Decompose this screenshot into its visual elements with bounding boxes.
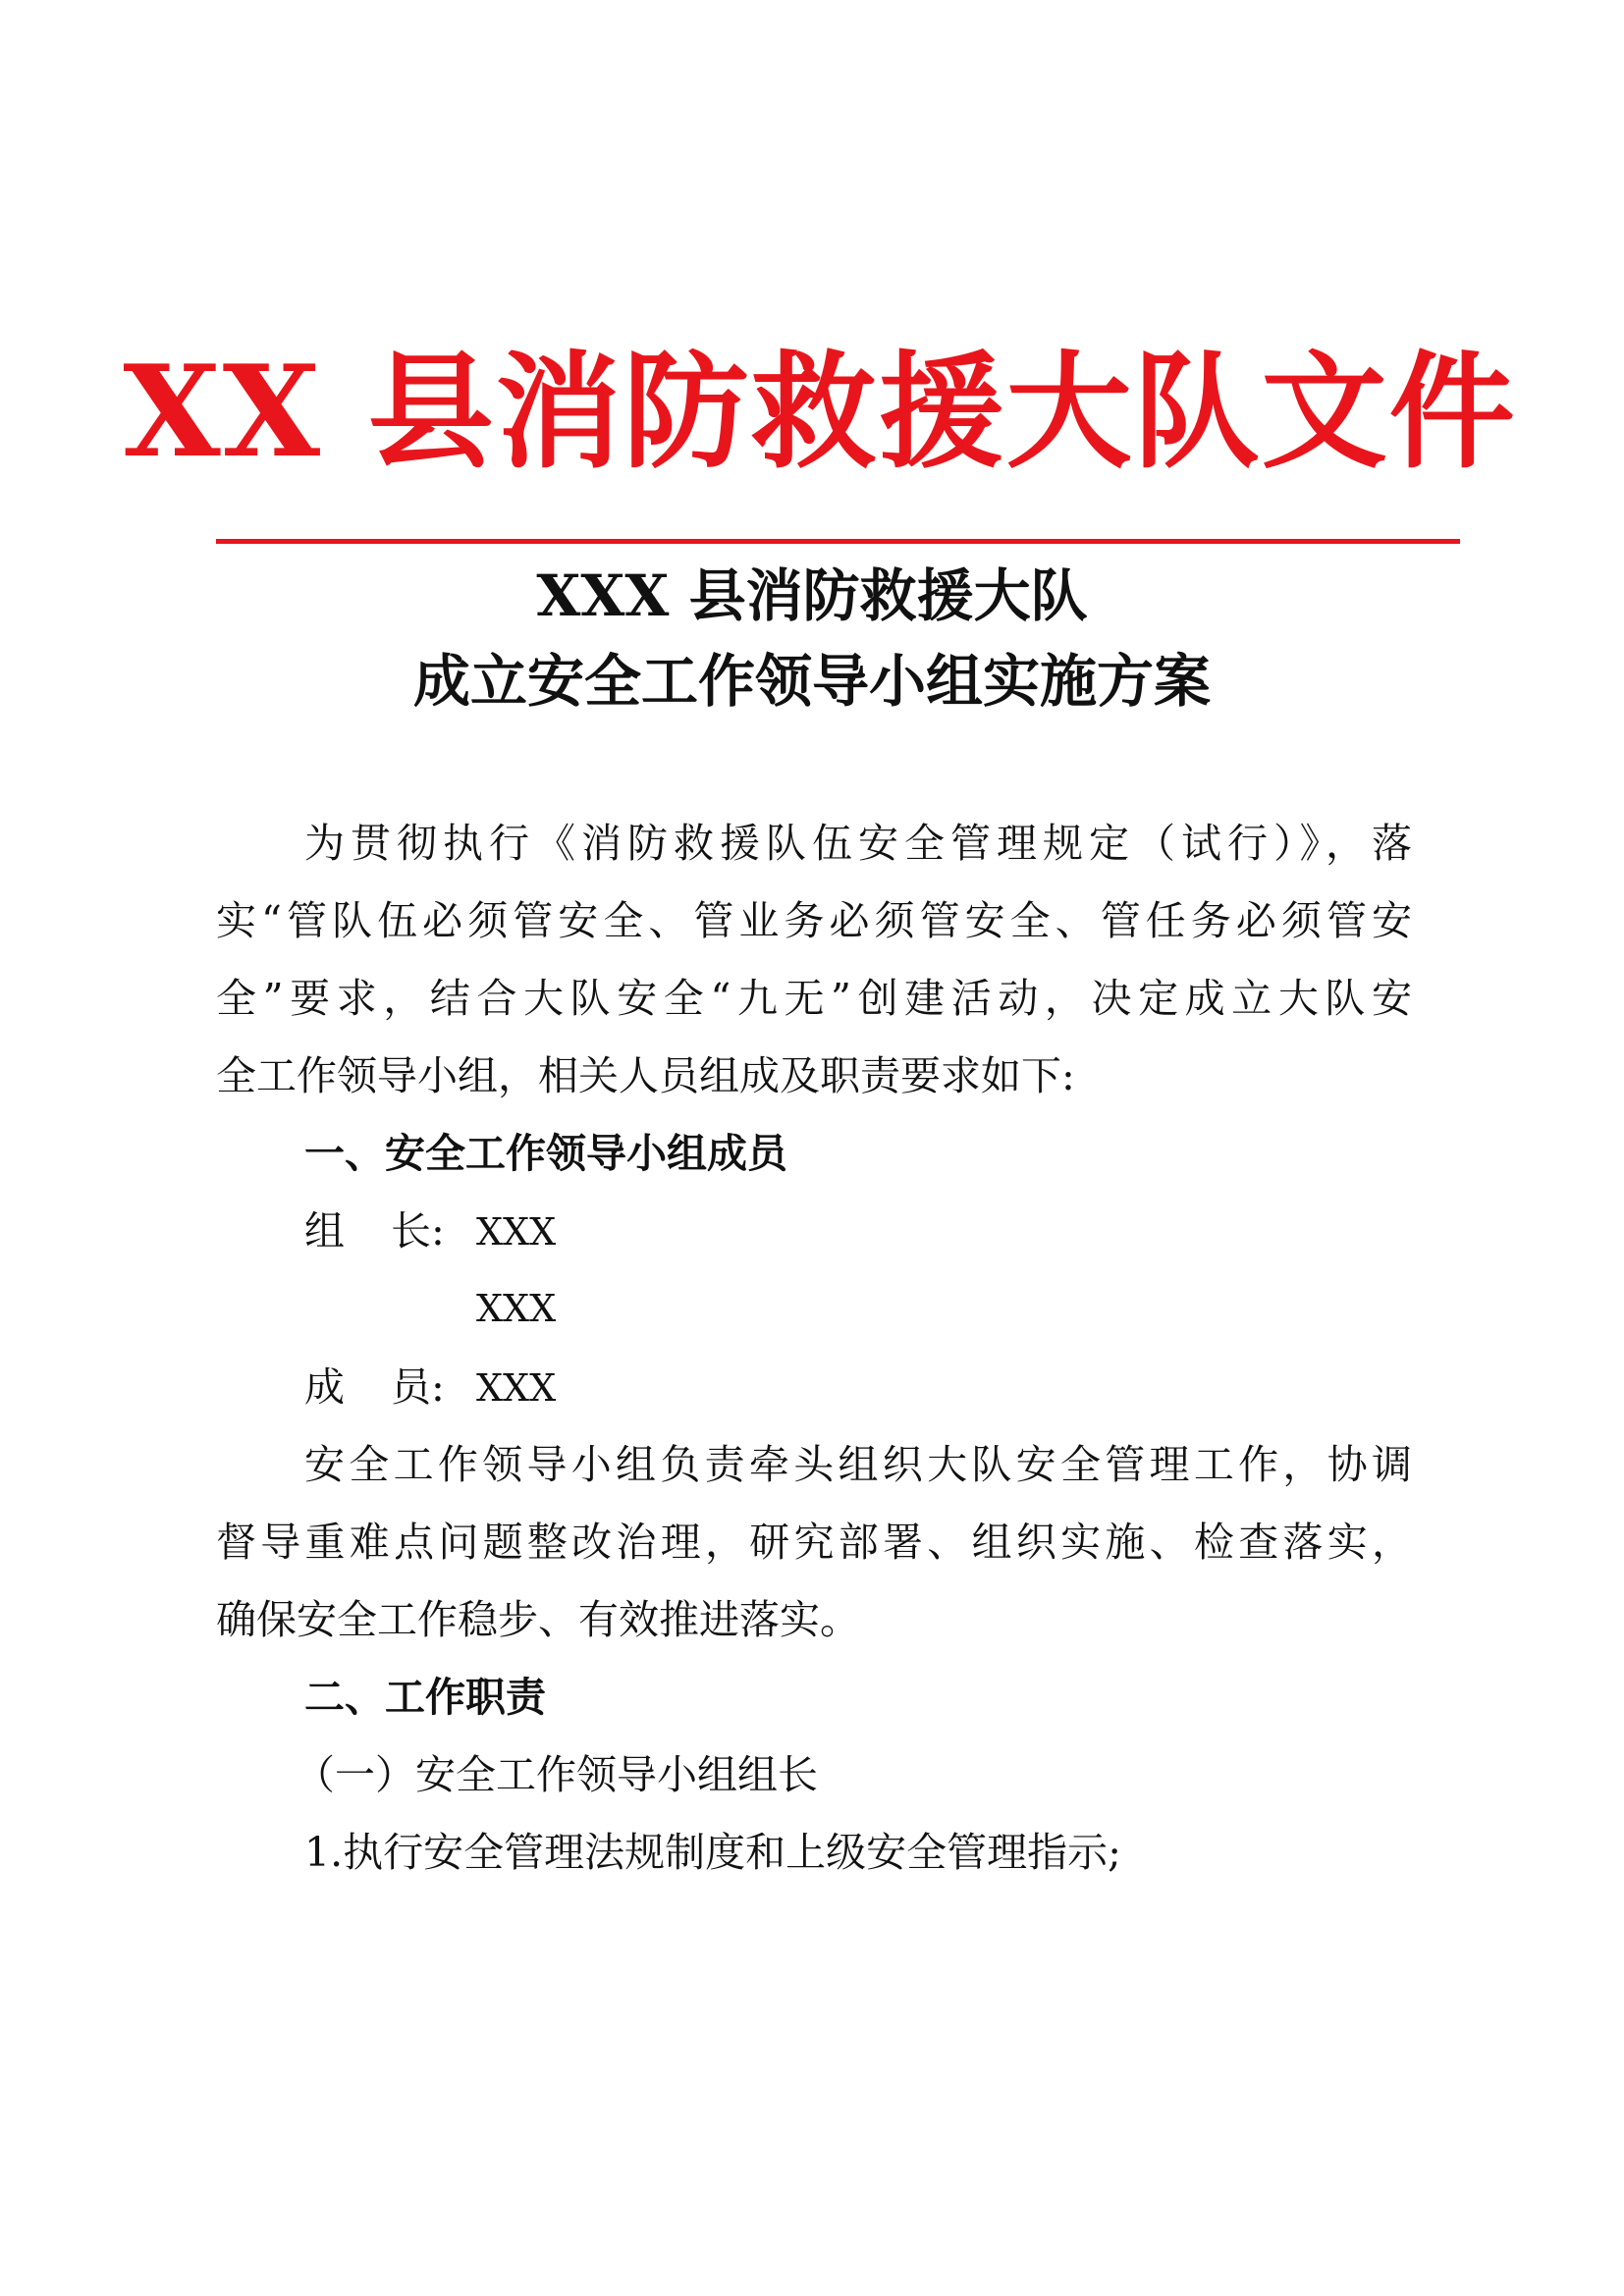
document-title-line-1: XXX 县消防救援大队 (536, 562, 1088, 629)
member-name: XXX (476, 1366, 557, 1410)
section-2-item-1: 1.执行安全管理法规制度和上级安全管理指示; (304, 1829, 1121, 1876)
document-masthead: XX 县消防救援大队文件 (123, 339, 1517, 486)
section-2-heading: 二、工作职责 (304, 1674, 546, 1721)
intro-line-4: 全工作领导小组，相关人员组成及职责要求如下: (216, 1052, 1075, 1099)
duty-line-1: 安全工作领导小组负责牵头组织大队安全管理工作，协调 (304, 1441, 1412, 1488)
leader-name-1: XXX (476, 1210, 557, 1254)
leader-label-char-2: 长: (391, 1207, 445, 1255)
intro-line-3: 全”要求，结合大队安全“九无”创建活动，决定成立大队安 (216, 975, 1412, 1022)
duty-line-3: 确保安全工作稳步、有效推进落实。 (216, 1596, 860, 1643)
intro-line-1: 为贯彻执行《消防救援队伍安全管理规定（试行）》，落 (304, 820, 1412, 867)
section-1-heading: 一、安全工作领导小组成员 (304, 1130, 787, 1177)
leader-label (304, 1207, 445, 1255)
leader-label-char-1: 组 (304, 1207, 345, 1255)
duty-line-2: 督导重难点问题整改治理，研究部署、组织实施、检查落实， (216, 1519, 1412, 1566)
masthead-red-rule (216, 539, 1460, 544)
member-label-char-1: 成 (304, 1363, 345, 1411)
document-title-line-2: 成立安全工作领导小组实施方案 (412, 648, 1211, 715)
member-label-char-2: 员: (391, 1363, 445, 1411)
member-label (304, 1363, 445, 1411)
leader-name-2: XXX (476, 1287, 557, 1330)
intro-line-2: 实“管队伍必须管安全、管业务必须管安全、管任务必须管安 (216, 897, 1412, 944)
section-2-subheading: （一）安全工作领导小组组长 (295, 1751, 818, 1798)
